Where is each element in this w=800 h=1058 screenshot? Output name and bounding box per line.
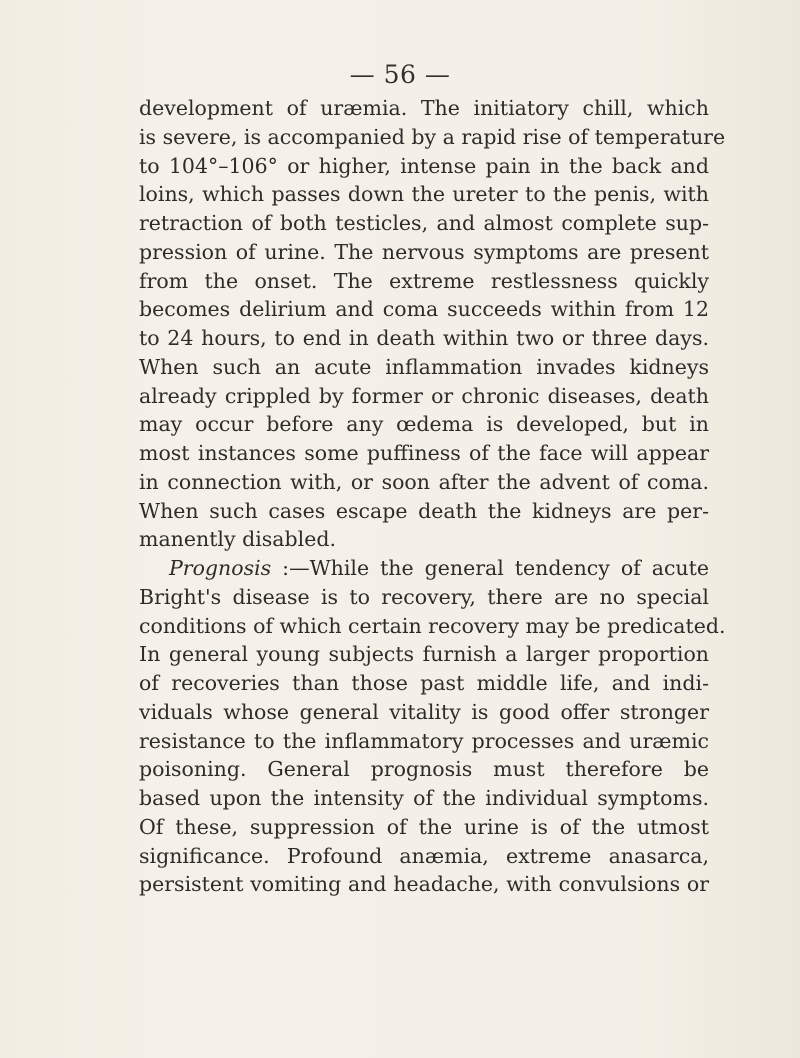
text-line: is severe, is accompanied by a rapid rise of temperature — [139, 124, 726, 149]
text-line: retraction of both testicles, and almost complete sup- — [139, 211, 709, 235]
text-line: When such cases escape death the kidneys are per- — [139, 498, 709, 523]
text-line: Bright's disease is to recovery, there are no special — [139, 584, 709, 609]
text-line: from the onset. The extreme restlessness quickly — [139, 268, 709, 293]
text-line: manently disabled. — [139, 527, 336, 552]
text-line: resistance to the inflammatory processes and uræmic — [139, 728, 709, 753]
text-line: significance. Profound anæmia, extreme anasarca, — [139, 843, 709, 868]
text-line: viduals whose general vitality is good offer stronger — [139, 699, 709, 724]
text-line: poisoning. General prognosis must therefore be — [139, 757, 709, 782]
page-number: — 56 — — [349, 60, 451, 89]
text-line: may occur before any œdema is developed, but in — [139, 412, 709, 437]
text-line: in connection with, or soon after the advent of coma. — [139, 469, 709, 494]
prognosis-heading: Prognosis — [169, 556, 272, 580]
prognosis-rest: :—While the general tendency of acute — [271, 556, 709, 580]
text-line: When such an acute inflammation invades kidneys — [139, 354, 709, 379]
prognosis-line — [139, 554, 709, 583]
text-line: to 104°–106° or higher, intense pain in the back and — [139, 153, 709, 178]
text-line: conditions of which certain recovery may be predicated. — [139, 613, 726, 638]
text-line: development of uræmia. The initiatory chill, which — [139, 96, 709, 120]
text-line: In general young subjects furnish a larger proportion — [139, 642, 709, 667]
text-line: to 24 hours, to end in death within two or three days. — [139, 326, 709, 350]
text-line: most instances some puffiness of the face will appear — [139, 441, 709, 465]
text-line: of recoveries than those past middle life, and indi- — [139, 671, 709, 695]
body-text — [139, 94, 726, 899]
text-line: based upon the intensity of the individual symptoms. — [139, 786, 709, 810]
text-line: becomes delirium and coma succeeds within from 12 — [139, 297, 709, 322]
text-line: already crippled by former or chronic diseases, death — [139, 383, 709, 408]
text-line: persistent vomiting and headache, with convulsions or — [139, 872, 709, 897]
text-line: Of these, suppression of the urine is of the utmost — [139, 814, 709, 839]
text-line: loins, which passes down the ureter to the penis, with — [139, 182, 709, 207]
text-line: pression of urine. The nervous symptoms are present — [139, 239, 709, 264]
